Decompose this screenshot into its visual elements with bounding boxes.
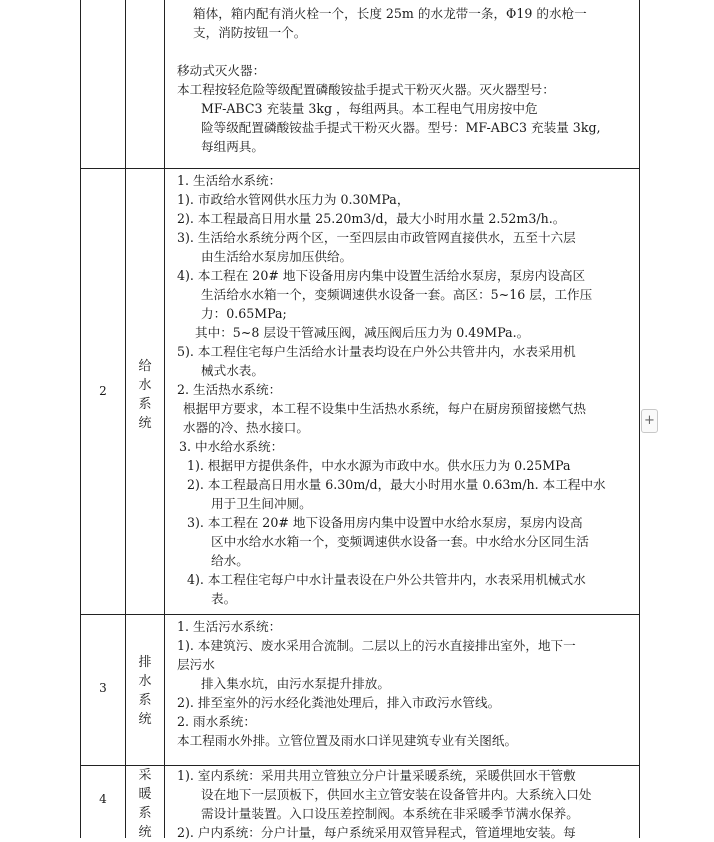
text-line: 移动式灭火器： bbox=[177, 63, 266, 78]
text-line: 械式水表。 bbox=[201, 363, 264, 378]
text-line: 1). 市政给水管网供水压力为 0.30MPa， bbox=[177, 192, 410, 207]
text-line: 2). 户内系统：分户计量，每户系统采用双管异程式，管道埋地安装。每 bbox=[177, 825, 576, 840]
system-name bbox=[126, 653, 164, 729]
text-line: 给水。 bbox=[211, 553, 249, 568]
text-line: 5). 本工程住宅每户生活给水计量表均设在户外公共管井内，水表采用机 bbox=[177, 344, 576, 359]
system-name-char: 系 bbox=[138, 397, 152, 412]
system-name-char: 系 bbox=[138, 806, 152, 821]
text-line: 根据甲方要求，本工程不设集中生活热水系统，每户在厨房预留接燃气热 bbox=[183, 401, 586, 416]
text-line: 1. 生活给水系统： bbox=[177, 173, 282, 188]
system-name-char: 统 bbox=[138, 712, 152, 727]
spec-table bbox=[80, 0, 640, 838]
row-content bbox=[165, 4, 639, 156]
table-row-water-supply bbox=[81, 169, 639, 614]
system-name-char: 给 bbox=[138, 359, 152, 374]
text-line: 4). 本工程住宅每户中水计量表设在户外公共管井内，水表采用机械式水 bbox=[187, 572, 586, 587]
system-name-char: 统 bbox=[138, 825, 152, 840]
text-line: 生活给水水箱一个，变频调速供水设备一套。高区：5~16 层，工作压 bbox=[201, 287, 593, 302]
text-line: 由生活给水泵房加压供给。 bbox=[201, 249, 353, 264]
text-line: 1. 生活污水系统： bbox=[177, 619, 282, 634]
text-line: 3). 本工程在 20# 地下设备用房内集中设置中水给水泵房，泵房内设高 bbox=[187, 515, 583, 530]
text-line: 2). 排至室外的污水经化粪池处理后，排入市政污水管线。 bbox=[177, 695, 501, 710]
text-line: MF-ABC3 充装量 3kg ，每组两具。本工程电气用房按中危 bbox=[201, 101, 538, 116]
text-line: 区中水给水水箱一个，变频调速供水设备一套。中水给水分区同生活 bbox=[211, 534, 589, 549]
text-line: 2). 本工程最高日用水量 25.20m3/d，最大小时用水量 2.52m3/h.。 bbox=[177, 211, 566, 226]
text-line: 用于卫生间冲厕。 bbox=[211, 496, 312, 511]
text-line: 4). 本工程在 20# 地下设备用房内集中设置生活给水泵房，泵房内设高区 bbox=[177, 268, 586, 283]
text-line: 3. 中水给水系统： bbox=[179, 439, 284, 454]
text-line: 1). 本建筑污、废水采用合流制。二层以上的污水直接排出室外，地下一 bbox=[177, 638, 576, 653]
system-name bbox=[126, 357, 164, 433]
table-row-heating bbox=[81, 766, 639, 838]
system-name-char: 水 bbox=[138, 378, 152, 393]
system-name-char: 统 bbox=[138, 416, 152, 431]
text-line: 险等级配置磷酸铵盐手提式干粉灭火器。型号：MF-ABC3 充装量 3kg, bbox=[201, 120, 601, 135]
row-content bbox=[165, 766, 639, 842]
row-content bbox=[165, 617, 639, 750]
text-line: 表。 bbox=[211, 591, 237, 606]
text-line: 排入集水坑，由污水泵提升排放。 bbox=[201, 676, 390, 691]
text-line: 2. 生活热水系统： bbox=[177, 382, 282, 397]
blank-line bbox=[165, 42, 639, 61]
text-line: 2. 雨水系统： bbox=[177, 714, 256, 729]
text-line: 本工程雨水外排。立管位置及雨水口详见建筑专业有关图纸。 bbox=[177, 733, 518, 748]
text-line: 水器的冷、热水接口。 bbox=[183, 420, 309, 435]
row-number: 2 bbox=[99, 384, 107, 398]
text-line: 1). 根据甲方提供条件，中水水源为市政中水。供水压力为 0.25MPa bbox=[187, 458, 571, 473]
text-line: 设在地下一层顶板下，供回水主立管安装在设备管井内。大系统入口处 bbox=[201, 787, 592, 802]
row-number: 3 bbox=[99, 681, 107, 695]
row-number: 4 bbox=[99, 792, 107, 806]
system-name-char: 系 bbox=[138, 693, 152, 708]
text-line: 3). 生活给水系统分两个区，一至四层由市政管网直接供水，五至十六层 bbox=[177, 230, 576, 245]
text-line: 力：0.65MPa; bbox=[201, 306, 287, 321]
system-name bbox=[126, 766, 164, 842]
system-name-char: 水 bbox=[138, 674, 152, 689]
text-line: 需设计量装置。入口设压差控制阀。本系统在非采暖季节满水保养。 bbox=[201, 806, 579, 821]
system-name-char: 排 bbox=[138, 655, 152, 670]
table-row-drainage bbox=[81, 615, 639, 765]
text-line: 1). 室内系统：采用共用立管独立分户计量采暖系统，采暖供回水干管敷 bbox=[177, 768, 576, 783]
text-line: 箱体，箱内配有消火栓一个，长度 25m 的水龙带一条，Φ19 的水枪一 bbox=[193, 6, 587, 21]
text-line: 其中：5~8 层设干管减压阀，减压阀后压力为 0.49MPa.。 bbox=[195, 325, 530, 340]
text-line: 本工程按轻危险等级配置磷酸铵盐手提式干粉灭火器。灭火器型号： bbox=[177, 82, 555, 97]
table-row-fire-continued bbox=[81, 0, 639, 168]
text-line: 支，消防按钮一个。 bbox=[193, 25, 307, 40]
text-line: 层污水 bbox=[177, 657, 215, 672]
system-name-char: 采 bbox=[138, 768, 152, 783]
row-content bbox=[165, 171, 639, 608]
add-row-icon[interactable]: + bbox=[641, 409, 658, 433]
text-line: 2). 本工程最高日用水量 6.30m/d，最大小时用水量 0.63m/h. 本工程中水 bbox=[187, 477, 606, 492]
system-name-char: 暖 bbox=[138, 787, 152, 802]
text-line: 每组两具。 bbox=[201, 139, 264, 154]
